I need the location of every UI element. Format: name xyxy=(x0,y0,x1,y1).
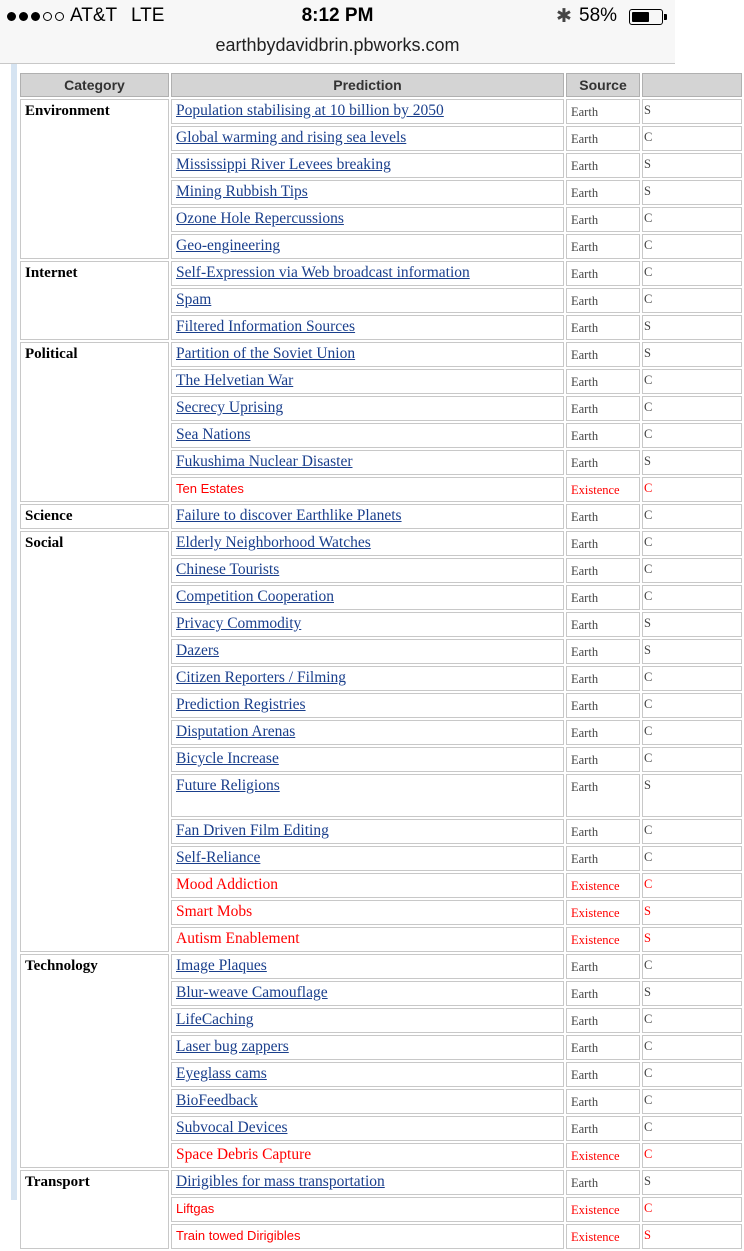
source-cell: Existence xyxy=(566,900,640,925)
prediction-cell xyxy=(171,153,564,178)
table-row xyxy=(20,99,742,124)
truncated-cell: S xyxy=(642,612,742,637)
truncated-cell: S xyxy=(642,900,742,925)
source-cell: Existence xyxy=(566,1197,640,1222)
prediction-text: Smart Mobs xyxy=(176,903,253,920)
source-cell: Earth xyxy=(566,342,640,367)
truncated-cell: C xyxy=(642,531,742,556)
prediction-link[interactable]: Filtered Information Sources xyxy=(176,318,356,335)
source-cell: Earth xyxy=(566,846,640,871)
address-bar[interactable] xyxy=(0,34,675,64)
prediction-cell xyxy=(171,288,564,313)
prediction-link[interactable]: Mississippi River Levees breaking xyxy=(176,156,391,173)
prediction-cell xyxy=(171,846,564,871)
prediction-link[interactable]: Spam xyxy=(176,291,212,308)
source-cell: Earth xyxy=(566,612,640,637)
prediction-cell xyxy=(171,423,564,448)
truncated-cell: C xyxy=(642,396,742,421)
prediction-link[interactable]: Fukushima Nuclear Disaster xyxy=(176,453,353,470)
prediction-link[interactable]: Secrecy Uprising xyxy=(176,399,284,416)
prediction-cell xyxy=(171,1008,564,1033)
source-cell: Earth xyxy=(566,774,640,817)
prediction-link[interactable]: Citizen Reporters / Filming xyxy=(176,669,347,686)
source-cell: Earth xyxy=(566,585,640,610)
truncated-cell: C xyxy=(642,504,742,529)
category-cell: Social xyxy=(20,531,169,952)
prediction-link[interactable]: Privacy Commodity xyxy=(176,615,302,632)
truncated-cell: S xyxy=(642,342,742,367)
truncated-cell: C xyxy=(642,288,742,313)
prediction-cell xyxy=(171,1170,564,1195)
url-text[interactable]: earthbydavidbrin.pbworks.com xyxy=(215,35,460,55)
truncated-cell: C xyxy=(642,585,742,610)
prediction-cell xyxy=(171,180,564,205)
prediction-cell xyxy=(171,261,564,286)
prediction-link[interactable]: Eyeglass cams xyxy=(176,1065,267,1082)
source-cell: Earth xyxy=(566,423,640,448)
source-cell: Existence xyxy=(566,873,640,898)
truncated-cell: S xyxy=(642,450,742,475)
prediction-cell xyxy=(171,342,564,367)
source-cell: Earth xyxy=(566,1062,640,1087)
table-row xyxy=(20,531,742,556)
truncated-cell: C xyxy=(642,1116,742,1141)
source-cell: Earth xyxy=(566,234,640,259)
truncated-cell: C xyxy=(642,720,742,745)
battery-icon xyxy=(629,9,663,25)
source-cell: Existence xyxy=(566,1224,640,1249)
truncated-cell: S xyxy=(642,639,742,664)
bluetooth-icon: ✱ xyxy=(556,6,572,27)
prediction-cell xyxy=(171,1143,564,1168)
truncated-cell: C xyxy=(642,1089,742,1114)
prediction-cell xyxy=(171,1035,564,1060)
prediction-link[interactable]: Geo-engineering xyxy=(176,237,281,254)
prediction-cell xyxy=(171,99,564,124)
prediction-cell xyxy=(171,1197,564,1222)
status-bar xyxy=(0,0,675,34)
source-cell: Earth xyxy=(566,369,640,394)
prediction-cell xyxy=(171,666,564,691)
header-category: Category xyxy=(20,73,169,97)
prediction-link[interactable]: Bicycle Increase xyxy=(176,750,279,767)
prediction-cell xyxy=(171,927,564,952)
prediction-cell xyxy=(171,747,564,772)
header-extra xyxy=(642,73,742,97)
truncated-cell: C xyxy=(642,261,742,286)
table-row xyxy=(20,261,742,286)
prediction-link[interactable]: Self-Reliance xyxy=(176,849,261,866)
prediction-cell xyxy=(171,558,564,583)
truncated-cell: S xyxy=(642,1170,742,1195)
truncated-cell: C xyxy=(642,846,742,871)
prediction-cell xyxy=(171,954,564,979)
prediction-cell xyxy=(171,1089,564,1114)
source-cell: Earth xyxy=(566,693,640,718)
table-row xyxy=(20,954,742,979)
truncated-cell: S xyxy=(642,981,742,1006)
prediction-cell xyxy=(171,126,564,151)
prediction-cell xyxy=(171,720,564,745)
prediction-link[interactable]: Mining Rubbish Tips xyxy=(176,183,308,200)
prediction-cell xyxy=(171,693,564,718)
source-cell: Earth xyxy=(566,396,640,421)
source-cell: Earth xyxy=(566,315,640,340)
prediction-link[interactable]: Blur-weave Camouflage xyxy=(176,984,328,1001)
source-cell: Earth xyxy=(566,1089,640,1114)
prediction-link[interactable]: Dazers xyxy=(176,642,220,659)
truncated-cell: S xyxy=(642,153,742,178)
prediction-link[interactable]: Subvocal Devices xyxy=(176,1119,288,1136)
predictions-table xyxy=(18,71,744,1251)
truncated-cell: C xyxy=(642,666,742,691)
truncated-cell: C xyxy=(642,1008,742,1033)
header-prediction: Prediction xyxy=(171,73,564,97)
prediction-link[interactable]: Ozone Hole Repercussions xyxy=(176,210,344,227)
source-cell: Earth xyxy=(566,1170,640,1195)
source-cell: Earth xyxy=(566,666,640,691)
prediction-cell xyxy=(171,207,564,232)
prediction-link[interactable]: Prediction Registries xyxy=(176,696,306,713)
truncated-cell: C xyxy=(642,819,742,844)
category-cell: Environment xyxy=(20,99,169,259)
prediction-cell xyxy=(171,900,564,925)
truncated-cell: C xyxy=(642,558,742,583)
prediction-link[interactable]: Self-Expression via Web broadcast information xyxy=(176,264,470,281)
prediction-link[interactable]: Competition Cooperation xyxy=(176,588,334,605)
carrier-name: AT&T xyxy=(70,5,118,26)
prediction-link[interactable]: The Helvetian War xyxy=(176,372,294,389)
truncated-cell: C xyxy=(642,234,742,259)
prediction-text: Autism Enablement xyxy=(176,930,300,947)
source-cell: Earth xyxy=(566,180,640,205)
page-content xyxy=(0,64,675,1244)
truncated-cell: C xyxy=(642,423,742,448)
prediction-link[interactable]: BioFeedback xyxy=(176,1092,258,1109)
source-cell: Earth xyxy=(566,288,640,313)
source-cell: Earth xyxy=(566,954,640,979)
prediction-cell xyxy=(171,531,564,556)
source-cell: Earth xyxy=(566,1116,640,1141)
prediction-link[interactable]: Dirigibles for mass transportation xyxy=(176,1173,385,1190)
truncated-cell: C xyxy=(642,873,742,898)
category-cell: Internet xyxy=(20,261,169,340)
table-row xyxy=(20,504,742,529)
prediction-cell xyxy=(171,612,564,637)
prediction-cell xyxy=(171,504,564,529)
prediction-text: Space Debris Capture xyxy=(176,1146,312,1163)
prediction-cell xyxy=(171,234,564,259)
prediction-link[interactable]: Future Religions xyxy=(176,777,280,794)
prediction-link[interactable]: Elderly Neighborhood Watches xyxy=(176,534,371,551)
prediction-cell xyxy=(171,1224,564,1249)
truncated-cell: C xyxy=(642,207,742,232)
category-cell: Transport xyxy=(20,1170,169,1249)
source-cell: Earth xyxy=(566,819,640,844)
prediction-cell xyxy=(171,774,564,817)
prediction-link[interactable]: Image Plaques xyxy=(176,957,267,974)
predictions-table-viewport[interactable] xyxy=(18,71,653,1244)
prediction-cell xyxy=(171,450,564,475)
source-cell: Earth xyxy=(566,153,640,178)
prediction-cell xyxy=(171,369,564,394)
prediction-cell xyxy=(171,477,564,502)
prediction-cell xyxy=(171,1116,564,1141)
category-cell: Technology xyxy=(20,954,169,1168)
battery-percentage: 58% xyxy=(579,5,618,26)
prediction-cell xyxy=(171,585,564,610)
truncated-cell: S xyxy=(642,927,742,952)
prediction-link[interactable]: Sea Nations xyxy=(176,426,251,443)
source-cell: Earth xyxy=(566,99,640,124)
prediction-cell xyxy=(171,1062,564,1087)
prediction-cell xyxy=(171,981,564,1006)
prediction-link[interactable]: Disputation Arenas xyxy=(176,723,296,740)
source-cell: Existence xyxy=(566,1143,640,1168)
prediction-cell xyxy=(171,396,564,421)
source-cell: Earth xyxy=(566,531,640,556)
truncated-cell: C xyxy=(642,1035,742,1060)
truncated-cell: C xyxy=(642,477,742,502)
prediction-cell xyxy=(171,639,564,664)
source-cell: Earth xyxy=(566,1008,640,1033)
source-cell: Earth xyxy=(566,450,640,475)
truncated-cell: C xyxy=(642,747,742,772)
truncated-cell: C xyxy=(642,126,742,151)
source-cell: Earth xyxy=(566,981,640,1006)
prediction-link[interactable]: Fan Driven Film Editing xyxy=(176,822,329,839)
source-cell: Earth xyxy=(566,639,640,664)
table-row xyxy=(20,342,742,367)
truncated-cell: C xyxy=(642,1143,742,1168)
prediction-link[interactable]: Failure to discover Earthlike Planets xyxy=(176,507,402,524)
table-row xyxy=(20,1170,742,1195)
table-header-row xyxy=(20,73,742,97)
prediction-text: Mood Addiction xyxy=(176,876,279,893)
prediction-text: Train towed Dirigibles xyxy=(176,1228,301,1243)
truncated-cell: C xyxy=(642,954,742,979)
network-type: LTE xyxy=(131,5,165,26)
prediction-link[interactable]: Partition of the Soviet Union xyxy=(176,345,356,362)
source-cell: Existence xyxy=(566,477,640,502)
source-cell: Earth xyxy=(566,207,640,232)
prediction-cell xyxy=(171,315,564,340)
truncated-cell: S xyxy=(642,774,742,817)
truncated-cell: C xyxy=(642,693,742,718)
page-frame-border xyxy=(11,64,17,1200)
truncated-cell: S xyxy=(642,1224,742,1249)
prediction-cell xyxy=(171,873,564,898)
prediction-link[interactable]: LifeCaching xyxy=(176,1011,254,1028)
truncated-cell: C xyxy=(642,369,742,394)
source-cell: Earth xyxy=(566,126,640,151)
truncated-cell: C xyxy=(642,1062,742,1087)
source-cell: Earth xyxy=(566,1035,640,1060)
truncated-cell: S xyxy=(642,99,742,124)
prediction-link[interactable]: Laser bug zappers xyxy=(176,1038,289,1055)
source-cell: Existence xyxy=(566,927,640,952)
source-cell: Earth xyxy=(566,720,640,745)
source-cell: Earth xyxy=(566,747,640,772)
prediction-text: Ten Estates xyxy=(176,481,244,496)
source-cell: Earth xyxy=(566,504,640,529)
source-cell: Earth xyxy=(566,558,640,583)
category-cell: Political xyxy=(20,342,169,502)
prediction-text: Liftgas xyxy=(176,1201,215,1216)
source-cell: Earth xyxy=(566,261,640,286)
category-cell: Science xyxy=(20,504,169,529)
prediction-cell xyxy=(171,819,564,844)
truncated-cell: S xyxy=(642,180,742,205)
truncated-cell: S xyxy=(642,315,742,340)
prediction-link[interactable]: Chinese Tourists xyxy=(176,561,280,578)
header-source: Source xyxy=(566,73,640,97)
prediction-link[interactable]: Global warming and rising sea levels xyxy=(176,129,407,146)
truncated-cell: C xyxy=(642,1197,742,1222)
prediction-link[interactable]: Population stabilising at 10 billion by 2050 xyxy=(176,102,444,119)
clock: 8:12 PM xyxy=(301,5,374,26)
